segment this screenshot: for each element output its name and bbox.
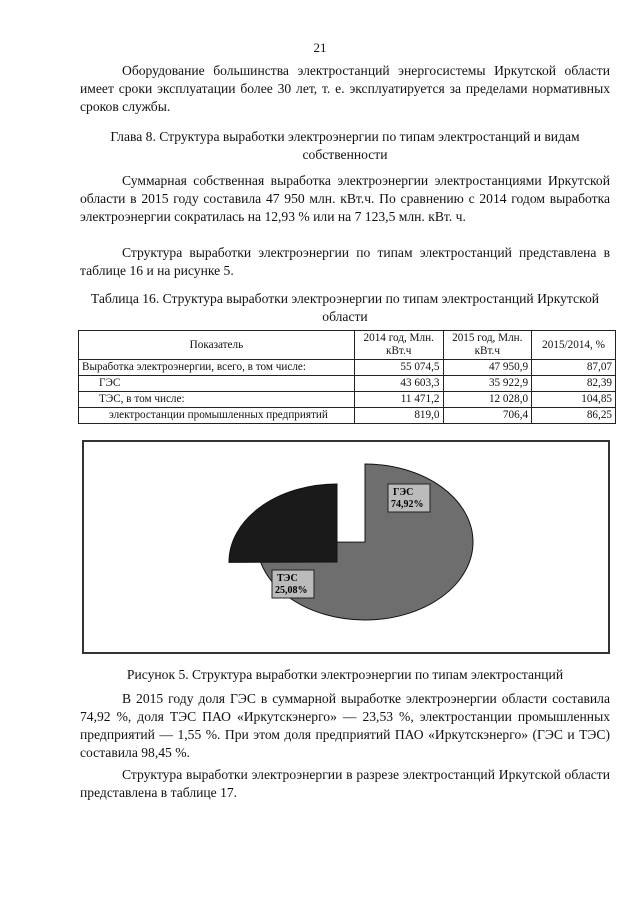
pie-slice-tes (229, 484, 337, 562)
paragraph-output-total: Суммарная собственная выработка электроэнергии электростанциями Иркутской области в 2015 году составила 47 950 млн. кВт.ч. По сравнению с 2014 годом выработка электроэнергии сократилась на 12,93 % или на 7 123,5 млн. кВт. ч. (80, 173, 610, 224)
intro-paragraph: Оборудование большинства электростанций энергосистемы Иркутской области имеет сроки эксплуатации более 30 лет, т. е. эксплуатируется за пределами нормативных сроков службы. (80, 63, 610, 114)
table-header-row (79, 331, 616, 360)
header-ratio: 2015/2014, % (532, 331, 616, 360)
cell-2014: 11 471,2 (354, 392, 443, 408)
paragraph-shares: В 2015 году доля ГЭС в суммарной выработке электроэнергии области составила 74,92 %, доля ТЭС ПАО «Иркутскэнерго» — 23,53 %, электростанции промышленных предприятий — 1,55 %. При этом доля предприятий ПАО «Иркутскэнерго» (ГЭС и ТЭС) составила 98,45 %. (80, 691, 610, 760)
header-2014: 2014 год, Млн. кВт.ч (354, 331, 443, 360)
generation-table (78, 330, 616, 424)
cell-2014: 43 603,3 (354, 376, 443, 392)
svg-text:ГЭС: ГЭС (393, 487, 414, 498)
pie-label-ges (388, 484, 430, 512)
cell-2015: 706,4 (443, 408, 532, 424)
table-row (79, 376, 616, 392)
header-indicator: Показатель (79, 331, 355, 360)
table-caption: Таблица 16. Структура выработки электроэнергии по типам электростанций Иркутской области (90, 291, 600, 324)
table-row (79, 408, 616, 424)
cell-ratio: 87,07 (532, 360, 616, 376)
table-row (79, 360, 616, 376)
pie-label-tes (272, 570, 314, 598)
row-label: Выработка электроэнергии, всего, в том числе: (79, 360, 355, 376)
pie-chart-svg (84, 442, 608, 652)
cell-2015: 35 922,9 (443, 376, 532, 392)
cell-ratio: 104,85 (532, 392, 616, 408)
paragraph-structure-ref: Структура выработки электроэнергии по типам электростанций представлена в таблице 16 и на рисунке 5. (80, 245, 610, 278)
pie-chart (82, 440, 610, 654)
cell-2014: 55 074,5 (354, 360, 443, 376)
cell-ratio: 82,39 (532, 376, 616, 392)
cell-2015: 47 950,9 (443, 360, 532, 376)
row-label: ТЭС, в том числе: (79, 392, 355, 408)
row-label: ГЭС (79, 376, 355, 392)
svg-text:74,92%: 74,92% (391, 499, 424, 510)
cell-2015: 12 028,0 (443, 392, 532, 408)
paragraph-next-table: Структура выработки электроэнергии в разрезе электростанций Иркутской области представлена в таблице 17. (80, 767, 610, 800)
svg-text:ТЭС: ТЭС (277, 573, 298, 584)
figure-caption: Рисунок 5. Структура выработки электроэнергии по типам электростанций (126, 667, 564, 682)
cell-2014: 819,0 (354, 408, 443, 424)
svg-text:25,08%: 25,08% (275, 585, 308, 596)
chapter-heading: Глава 8. Структура выработки электроэнергии по типам электростанций и видам собственности (110, 129, 580, 162)
header-2015: 2015 год, Млн. кВт.ч (443, 331, 532, 360)
cell-ratio: 86,25 (532, 408, 616, 424)
page-number: 21 (313, 40, 327, 55)
table-row (79, 392, 616, 408)
row-label: электростанции промышленных предприятий (79, 408, 355, 424)
